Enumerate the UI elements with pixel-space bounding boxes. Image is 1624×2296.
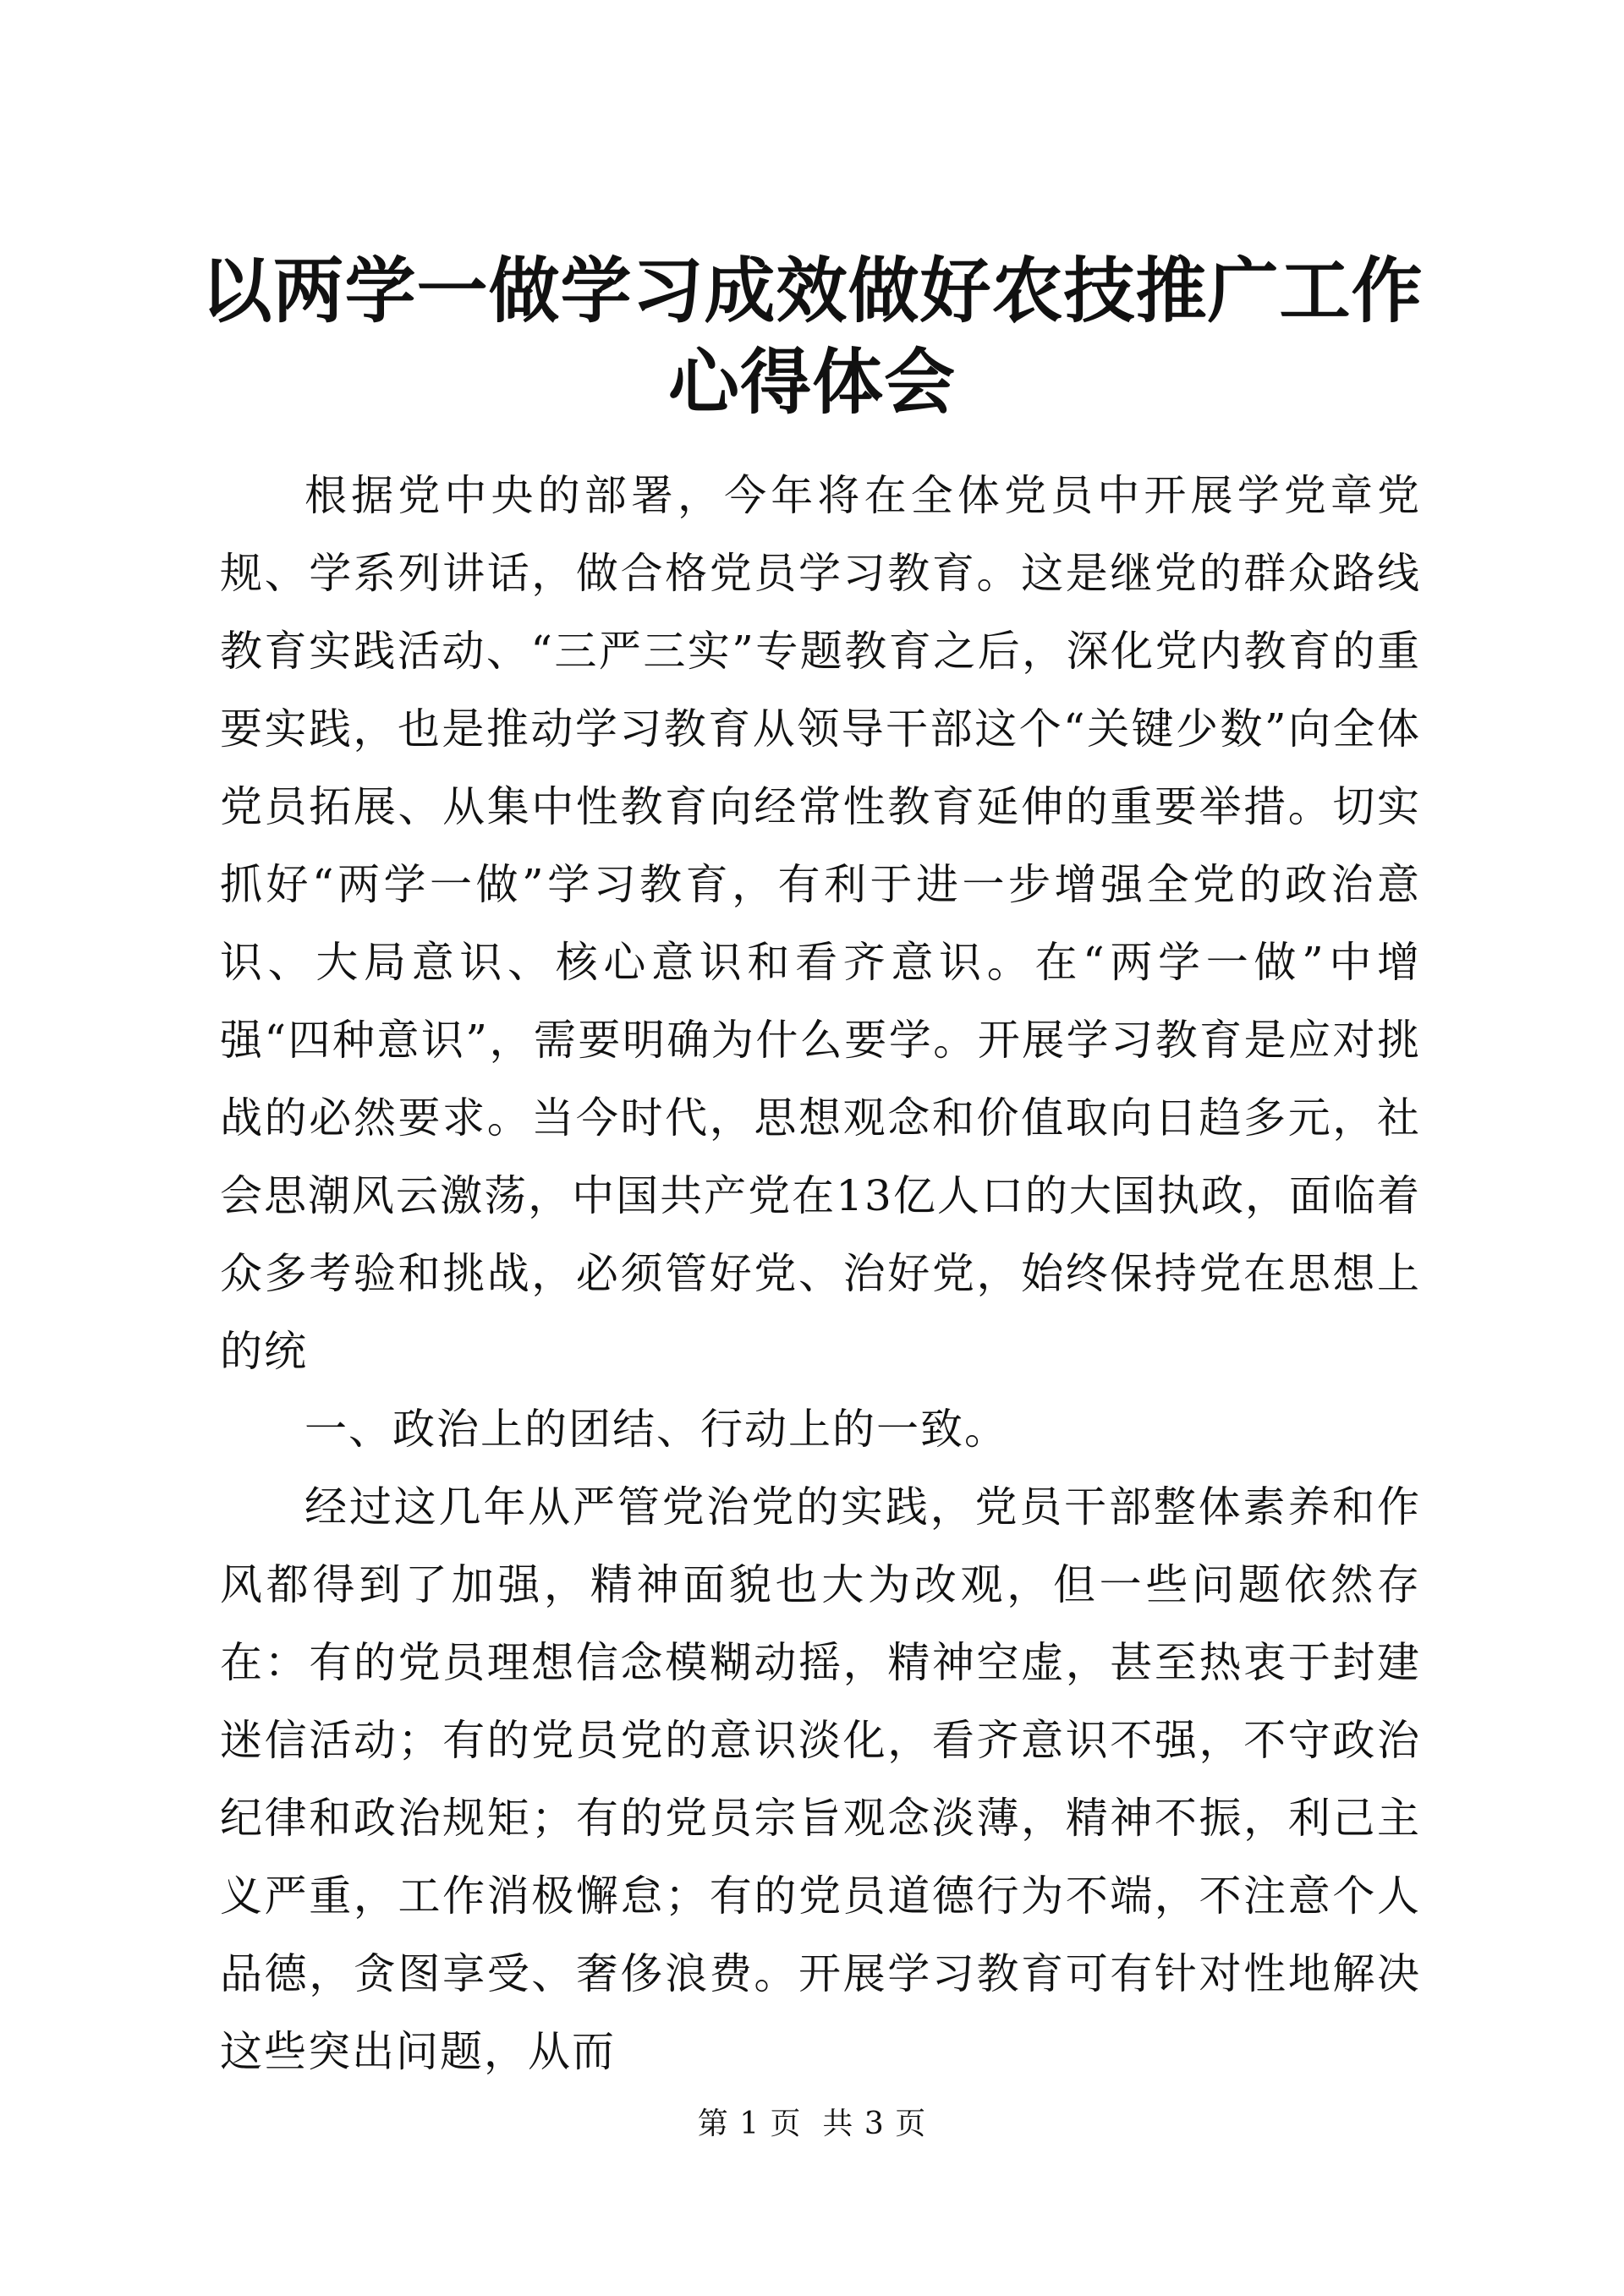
paragraph-2-heading: 一、政治上的团结、行动上的一致。: [304, 1405, 1008, 1454]
paragraph-1: 根据党中央的部署，今年将在全体党员中开展学党章党规、学系列讲话，做合格党员学习教育。这是继党的群众路线教育实践活动、“三严三实”专题教育之后，深化党内教育的重要实践，也是推动学习教育从领导干部这个“关键少数”向全体党员拓展、从集中性教育向经常性教育延伸的重要举措。切实抓好“两学一做”学习教育，有利于进一步增强全党的政治意识、大局意识、核心意识和看齐意识。在“两学一做”中增强“四种意识”，需要明确为什么要学。开展学习教育是应对挑战的必然要求。当今时代，思想观念和价值取向日趋多元，社会思潮风云激荡，中国共产党在13亿人口的大国执政，面临着众多考验和挑战，必须管好党、治好党，始终保持党在思想上的统: [220, 471, 1421, 1376]
paragraph-3: 经过这几年从严管党治党的实践，党员干部整体素养和作风都得到了加强，精神面貌也大为改观，但一些问题依然存在：有的党员理想信念模糊动摇，精神空虚，甚至热衷于封建迷信活动；有的党员党的意识淡化，看齐意识不强，不守政治纪律和政治规矩；有的党员宗旨观念淡薄，精神不振，利己主义严重，工作消极懈怠；有的党员道德行为不端，不注意个人品德，贪图享受、奢侈浪费。开展学习教育可有针对性地解决这些突出问题，从而: [220, 1482, 1421, 2076]
page-footer: [0, 2104, 1624, 2145]
document-title: 以两学一做学习成效做好农技推广工作心得体会: [200, 249, 1424, 424]
document-body: [220, 457, 1421, 2091]
page-number-label: 第 1 页 共 3 页: [697, 2107, 927, 2141]
